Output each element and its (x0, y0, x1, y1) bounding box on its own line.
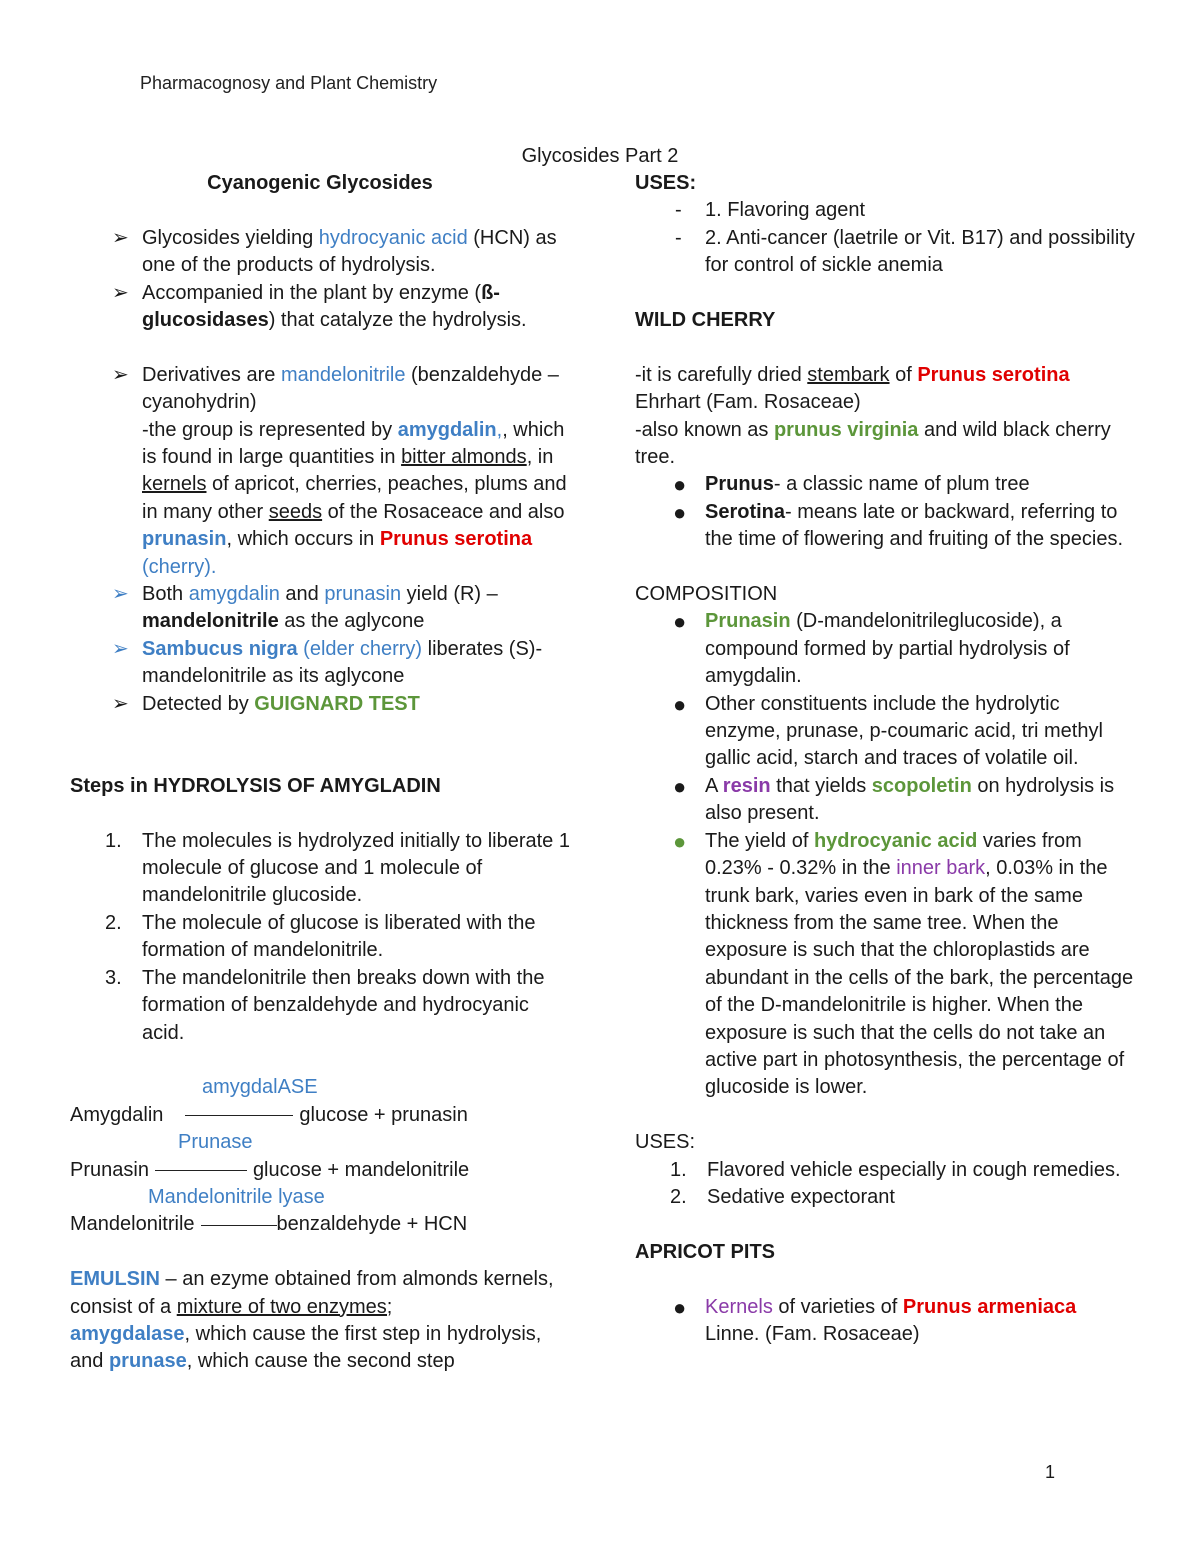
wild-cherry-aka: -also known as prunus virginia and wild black cherry tree. (635, 418, 1111, 469)
list-item: 1. The molecules is hydrolyzed initially to liberate 1 molecule of glucose and 1 molecule of mandelonitrile glucoside. (105, 829, 570, 907)
enzyme-label: amygdalASE (202, 1076, 318, 1099)
enzyme-label: Prunase (178, 1131, 253, 1154)
bullet-both: ➢ Both amygdalin and prunasin yield (R) – mandelonitrile as the aglycone (112, 583, 498, 633)
list-item: - 2. Anti-cancer (laetrile or Vit. B17) and possibility for control of sickle anemia (675, 226, 1135, 277)
arrow-bullet-icon: ➢ (112, 226, 129, 249)
arrow-bullet-icon: ➢ (112, 363, 129, 386)
reaction-3: Mandelonitrile lyase Mandelonitrile benzaldehyde + HCN (70, 1184, 570, 1239)
emulsin-paragraph: EMULSIN – an ezyme obtained from almonds kernels, consist of a mixture of two enzymes; amygdalase, which cause the first step in hydrolysis, and prunase, which cause the second step (70, 1268, 554, 1373)
steps-heading: Steps in HYDROLYSIS OF AMYGLADIN (70, 774, 441, 797)
list-item: ● Serotina- means late or backward, referring to the time of flowering and fruiting of the species. (673, 499, 1124, 551)
document-title: Glycosides Part 2 (521, 145, 679, 167)
bullet-guignard: ➢ Detected by GUIGNARD TEST (70, 691, 570, 718)
wild-cherry-heading: WILD CHERRY (635, 309, 776, 332)
uses-heading-2: USES: (635, 1131, 696, 1154)
composition-heading: COMPOSITION (635, 583, 778, 606)
list-item: 3. The mandelonitrile then breaks down with the formation of benzaldehyde and hydrocyanic acid. (105, 966, 545, 1044)
list-item: ● A resin that yields scopoletin on hydrolysis is also present. (673, 773, 1115, 825)
arrow-bullet-icon: ➢ (112, 281, 129, 304)
arrow-bullet-icon: ➢ (112, 637, 129, 660)
list-item: 2. The molecule of glucose is liberated with the formation of mandelonitrile. (105, 911, 536, 962)
list-item: ● Other constituents include the hydrolytic enzyme, prunase, p-coumaric acid, tri methyl gallic acid, starch and traces of volatile oil. (673, 691, 1103, 770)
arrow-bullet-icon: ➢ (112, 583, 129, 606)
bullet-derivatives: ➢ Derivatives are mandelonitrile (benzaldehyde – cyanohydrin) -the group is represented by amygdalin,, which is found in large quantities in bitter almonds, in kernels of apricot, cherries, peaches, plums and in many other seeds of the Rosaceace and also prunasin, which occurs in Prunus serotina (cherry). (112, 363, 567, 578)
dot-bullet-icon: ● (673, 691, 687, 717)
reaction-2: Prunase Prunasin glucose + mandelonitrile (70, 1129, 570, 1184)
reaction-arrow (155, 1170, 247, 1171)
reaction-arrow (185, 1115, 293, 1116)
dot-bullet-icon: ● (673, 773, 687, 799)
list-item: ● The yield of hydrocyanic acid varies from 0.23% - 0.32% in the inner bark, 0.03% in the trunk bark, varies even in bark of the same thickness from the same tree. When the exposure is such that the chloroplastids are abundant in the cells of the bark, the percentage of the D-mandelonitrile is higher. When the exposure is such that the cells do not take an active part in photosynthesis, the percentage of glucoside is lower. (673, 828, 1134, 1099)
section-heading-cyanogenic: Cyanogenic Glycosides (207, 172, 433, 194)
list-item: ● Prunus- a classic name of plum tree (673, 472, 1030, 498)
reaction-1: amygdalASE Amygdalin glucose + prunasin (70, 1074, 570, 1129)
right-column (635, 170, 1135, 1348)
list-item: - 1. Flavoring agent (675, 199, 866, 222)
dot-bullet-icon: ● (673, 1294, 687, 1320)
dot-bullet-icon: ● (673, 828, 687, 854)
enzyme-label: Mandelonitrile lyase (148, 1185, 325, 1208)
dot-bullet-icon: ● (673, 472, 687, 498)
apricot-pits-heading: APRICOT PITS (635, 1240, 776, 1263)
reaction-arrow (201, 1225, 277, 1226)
dot-bullet-icon: ● (673, 499, 687, 525)
dot-bullet-icon: ● (673, 609, 687, 635)
left-column (70, 170, 570, 1376)
page-number: 1 (1045, 1462, 1056, 1482)
list-item: ● Prunasin (D-mandelonitrileglucoside), a compound formed by partial hydrolysis of amygdalin. (673, 609, 1070, 688)
list-item: 2. Sedative expectorant (670, 1185, 895, 1208)
wild-cherry-description: -it is carefully dried stembark of Prunus serotina Ehrhart (Fam. Rosaceae) (635, 363, 1070, 414)
bullet-sambucus: ➢ Sambucus nigra (elder cherry) liberates (S)-mandelonitrile as its aglycone (112, 637, 543, 688)
bullet-enzyme: ➢ Accompanied in the plant by enzyme (ß-glucosidases) that catalyze the hydrolysis. (112, 281, 527, 332)
bullet-hcn: ➢ Glycosides yielding hydrocyanic acid (HCN) as one of the products of hydrolysis. (112, 226, 557, 277)
arrow-bullet-icon: ➢ (112, 692, 129, 715)
list-item: 1. Flavored vehicle especially in cough remedies. (670, 1158, 1121, 1181)
uses-heading: USES: (635, 172, 697, 194)
page-header: Pharmacognosy and Plant Chemistry (140, 73, 438, 93)
list-item: ● Kernels of varieties of Prunus armeniaca Linne. (Fam. Rosaceae) (673, 1294, 1077, 1345)
